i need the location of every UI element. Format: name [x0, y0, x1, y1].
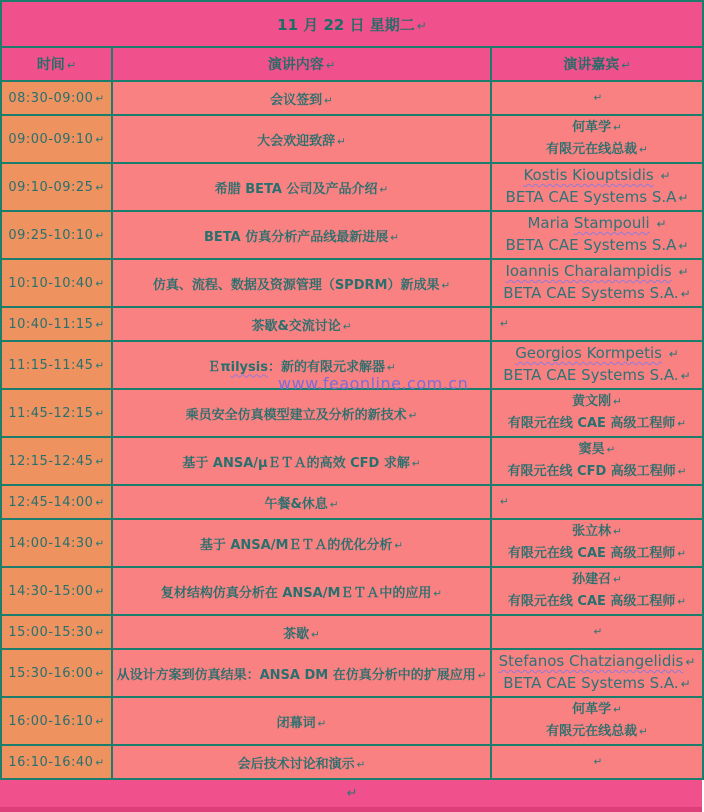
paragraph-mark: ↵ [477, 669, 487, 682]
paragraph-mark: ↵ [660, 169, 671, 183]
speaker-affiliation [495, 413, 699, 435]
session-title: 从设计方案到仿真结果：ANSA DM 在仿真分析中的扩展应用 [116, 667, 476, 683]
speaker-name-text: 孙建召 [572, 572, 612, 587]
guest-cell [491, 341, 703, 389]
content-cell [112, 649, 491, 697]
paragraph-mark: ↵ [379, 183, 389, 196]
content-cell [112, 163, 491, 211]
table-row [1, 81, 703, 115]
column-header-time: 时间 ↵ [1, 47, 112, 81]
time-cell [1, 519, 112, 567]
paragraph-mark: ↵ [95, 277, 105, 290]
guest-cell [491, 567, 703, 615]
paragraph-mark: ↵ [95, 359, 105, 372]
speaker-name [495, 213, 699, 235]
session-title: 闭幕词 [276, 715, 316, 731]
speaker-name [495, 165, 699, 187]
speaker-affiliation [495, 673, 699, 695]
speaker-affiliation [495, 187, 699, 209]
speaker-affiliation [495, 283, 699, 305]
column-header-guest: 演讲嘉宾 ↵ [491, 47, 703, 81]
table-row [1, 745, 703, 779]
time-range: 08:30-09:00 [8, 90, 94, 106]
time-range: 12:45-14:00 [8, 494, 94, 510]
paragraph-mark: ↵ [606, 444, 616, 456]
footer-strip [0, 807, 702, 812]
content-cell [112, 437, 491, 485]
speaker-affiliation [495, 543, 699, 565]
paragraph-mark: ↵ [677, 418, 687, 430]
speaker-name-text: Maria [527, 214, 574, 232]
guest-cell [491, 697, 703, 745]
time-range: 09:00-09:10 [8, 131, 94, 147]
content-cell [112, 389, 491, 437]
session-title: 基于 ANSA/MＥＴＡ的优化分析 [199, 537, 393, 553]
table-row [1, 211, 703, 259]
paragraph-mark: ↵ [656, 217, 667, 231]
paragraph-mark: ↵ [329, 498, 339, 511]
speaker-name [495, 699, 699, 721]
time-cell [1, 211, 112, 259]
speaker-name-text: Georgios Kormpetis [515, 344, 662, 362]
content-cell [112, 211, 491, 259]
speaker-affiliation-text: 有限元在线 CFD 高级工程师 [507, 464, 676, 479]
time-range: 10:40-11:15 [8, 316, 94, 332]
paragraph-mark: ↵ [685, 655, 696, 669]
time-range: 14:30-15:00 [8, 583, 94, 599]
paragraph-mark: ↵ [95, 626, 105, 639]
content-cell [112, 81, 491, 115]
table-row [1, 615, 703, 649]
time-cell [1, 615, 112, 649]
session-title: 大会欢迎致辞 [257, 133, 336, 149]
speaker-name-text [672, 262, 677, 280]
paragraph-mark: ↵ [95, 455, 105, 468]
guest-cell [491, 649, 703, 697]
paragraph-mark: ↵ [95, 667, 105, 680]
paragraph-mark: ↵ [346, 786, 358, 801]
time-range: 16:10-16:40 [8, 754, 94, 770]
content-cell [112, 615, 491, 649]
table-row [1, 341, 703, 389]
paragraph-mark: ↵ [677, 596, 687, 608]
session-title: 仿真、流程、数据及资源管理（SPDRM）新成果 [152, 277, 440, 293]
paragraph-mark: ↵ [680, 369, 691, 383]
time-range: 15:00-15:30 [8, 624, 94, 640]
guest-cell [491, 81, 703, 115]
paragraph-mark: ↵ [441, 279, 451, 292]
speaker-affiliation [495, 721, 699, 743]
time-range: 11:45-12:15 [8, 405, 94, 421]
speaker-affiliation-text: BETA CAE Systems S.A. [503, 284, 679, 302]
paragraph-mark: ↵ [95, 496, 105, 509]
paragraph-mark: ↵ [677, 548, 687, 560]
speaker-affiliation [495, 461, 699, 483]
paragraph-mark: ↵ [500, 496, 509, 508]
session-title: 希腊 BETA 公司及产品介绍 [214, 181, 378, 197]
table-row [1, 115, 703, 163]
paragraph-mark: ↵ [394, 539, 404, 552]
paragraph-mark: ↵ [66, 59, 77, 72]
time-range: 12:15-12:45 [8, 453, 94, 469]
speaker-affiliation-text: BETA CAE Systems S.A. [503, 366, 679, 384]
speaker-affiliation-text: 有限元在线总裁 [546, 142, 638, 157]
paragraph-mark: ↵ [613, 574, 622, 586]
speaker-affiliation-text: 有限元在线 CAE 高级工程师 [507, 416, 676, 431]
paragraph-mark: ↵ [325, 59, 336, 72]
time-cell [1, 567, 112, 615]
paragraph-mark: ↵ [386, 361, 396, 374]
session-title: ilysis [230, 359, 268, 375]
table-row [1, 307, 703, 341]
guest-cell [491, 389, 703, 437]
paragraph-mark: ↵ [677, 466, 687, 478]
speaker-affiliation [495, 235, 699, 257]
speaker-name-text: Stefanos Chatziangelidis [498, 652, 684, 670]
time-range: 10:10-10:40 [8, 275, 94, 291]
speaker-affiliation-text: BETA CAE Systems S.A [505, 236, 677, 254]
speaker-name-text: 张立林 [572, 524, 612, 539]
content-cell [112, 745, 491, 779]
time-cell [1, 697, 112, 745]
speaker-name-text: Kostis Kiouptsidis [523, 166, 654, 184]
speaker-name-text: 何革学 [572, 120, 612, 135]
paragraph-mark: ↵ [680, 287, 691, 301]
paragraph-mark: ↵ [337, 135, 346, 148]
speaker-affiliation-text: 有限元在线 CAE 高级工程师 [507, 546, 676, 561]
paragraph-mark: ↵ [678, 239, 689, 253]
speaker-name [495, 343, 699, 365]
paragraph-mark: ↵ [95, 92, 105, 105]
date-header-row [1, 1, 703, 47]
table-row [1, 697, 703, 745]
speaker-affiliation [495, 591, 699, 613]
time-cell [1, 437, 112, 485]
paragraph-mark: ↵ [613, 704, 622, 716]
time-cell [1, 307, 112, 341]
speaker-name [495, 261, 699, 283]
speaker-affiliation-text: BETA CAE Systems S.A [505, 188, 677, 206]
time-range: 09:25-10:10 [8, 227, 94, 243]
paragraph-mark: ↵ [593, 626, 603, 638]
content-cell [112, 697, 491, 745]
session-title: 茶歇&交流讨论 [251, 318, 341, 334]
paragraph-mark: ↵ [433, 587, 443, 600]
content-cell [112, 567, 491, 615]
guest-cell [491, 437, 703, 485]
paragraph-mark: ↵ [95, 537, 105, 550]
time-cell [1, 115, 112, 163]
content-cell [112, 519, 491, 567]
speaker-affiliation-text: BETA CAE Systems S.A. [503, 674, 679, 692]
speaker-name-text: 黄文刚 [572, 394, 612, 409]
time-range: 16:00-16:10 [8, 713, 94, 729]
paragraph-mark: ↵ [324, 94, 333, 107]
session-title: 乘员安全仿真模型建立及分析的新技术 [185, 407, 407, 423]
paragraph-mark: ↵ [639, 726, 648, 738]
speaker-name-text [650, 214, 655, 232]
paragraph-mark: ↵ [613, 122, 622, 134]
time-cell [1, 163, 112, 211]
time-cell [1, 259, 112, 307]
time-cell [1, 81, 112, 115]
paragraph-mark: ↵ [95, 407, 105, 420]
paragraph-mark: ↵ [613, 396, 622, 408]
session-title: 会后技术讨论和演示 [237, 756, 355, 772]
guest-cell [491, 615, 703, 649]
paragraph-mark: ↵ [95, 585, 105, 598]
session-title: 会议签到 [270, 92, 323, 108]
speaker-affiliation-text: 有限元在线 CAE 高级工程师 [507, 594, 676, 609]
paragraph-mark: ↵ [593, 92, 603, 104]
paragraph-mark: ↵ [390, 231, 399, 244]
paragraph-mark: ↵ [678, 191, 689, 205]
paragraph-mark: ↵ [317, 717, 327, 730]
guest-cell [491, 307, 703, 341]
time-cell [1, 485, 112, 519]
guest-cell [491, 485, 703, 519]
paragraph-mark: ↵ [95, 756, 105, 769]
column-header-content: 演讲内容 ↵ [112, 47, 491, 81]
paragraph-mark: ↵ [342, 320, 352, 333]
content-cell [112, 341, 491, 389]
table-row [1, 649, 703, 697]
watermark: www.feaonline.com.cn [278, 374, 469, 393]
table-row [1, 437, 703, 485]
speaker-name-text: Stampouli [573, 214, 650, 232]
paragraph-mark: ↵ [639, 144, 648, 156]
date-title: 11 月 22 日 星期二 ↵ [1, 1, 703, 47]
session-title: 基于 ANSA/μＥＴＡ的高效 CFD 求解 [182, 455, 410, 471]
content-cell [112, 485, 491, 519]
time-range: 09:10-09:25 [8, 179, 94, 195]
guest-cell [491, 115, 703, 163]
paragraph-mark: ↵ [613, 526, 622, 538]
table-row [1, 259, 703, 307]
time-cell [1, 389, 112, 437]
speaker-affiliation-text: 有限元在线总裁 [546, 724, 638, 739]
speaker-affiliation [495, 139, 699, 161]
paragraph-mark: ↵ [356, 758, 366, 771]
paragraph-mark: ↵ [680, 677, 691, 691]
paragraph-mark: ↵ [95, 181, 105, 194]
speaker-name [495, 521, 699, 543]
speaker-name-text: 窦昊 [578, 442, 605, 457]
content-cell [112, 259, 491, 307]
paragraph-mark: ↵ [593, 756, 603, 768]
speaker-name [495, 651, 699, 673]
paragraph-mark: ↵ [411, 457, 421, 470]
guest-cell [491, 211, 703, 259]
speaker-name [495, 569, 699, 591]
time-cell [1, 745, 112, 779]
speaker-name-text [654, 166, 659, 184]
paragraph-mark: ↵ [668, 347, 679, 361]
session-title: 复材结构仿真分析在 ANSA/MＥＴＡ中的应用 [160, 585, 432, 601]
speaker-affiliation [495, 365, 699, 387]
session-title: BETA 仿真分析产品线最新进展 [204, 229, 389, 245]
paragraph-mark: ↵ [678, 265, 689, 279]
column-header-row [1, 47, 703, 81]
session-title: 午餐&休息 [264, 496, 328, 512]
table-row [1, 485, 703, 519]
guest-cell [491, 519, 703, 567]
footer-band [0, 780, 702, 807]
paragraph-mark: ↵ [95, 715, 105, 728]
table-row [1, 163, 703, 211]
speaker-name [495, 117, 699, 139]
time-cell [1, 649, 112, 697]
paragraph-mark: ↵ [416, 18, 427, 33]
time-range: 11:15-11:45 [8, 357, 94, 373]
speaker-name-text: 何革学 [572, 702, 612, 717]
speaker-name-text: Ioannis Charalampidis [505, 262, 672, 280]
guest-cell [491, 259, 703, 307]
guest-cell [491, 745, 703, 779]
paragraph-mark: ↵ [95, 318, 105, 331]
time-cell [1, 341, 112, 389]
content-cell [112, 307, 491, 341]
session-title: 茶歇 [283, 626, 310, 642]
table-row [1, 567, 703, 615]
guest-cell [491, 163, 703, 211]
table-row [1, 519, 703, 567]
paragraph-mark: ↵ [95, 229, 105, 242]
paragraph-mark: ↵ [621, 59, 631, 72]
time-range: 14:00-14:30 [8, 535, 94, 551]
session-title: Ｅπ [207, 359, 231, 375]
content-cell [112, 115, 491, 163]
table-row [1, 389, 703, 437]
paragraph-mark: ↵ [311, 628, 320, 641]
session-title: ：新的有限元求解器 [267, 359, 385, 375]
time-range: 15:30-16:00 [8, 665, 94, 681]
speaker-name-text [662, 344, 667, 362]
paragraph-mark: ↵ [95, 133, 105, 146]
paragraph-mark: ↵ [500, 318, 509, 330]
speaker-name [495, 439, 699, 461]
speaker-name [495, 391, 699, 413]
paragraph-mark: ↵ [408, 409, 418, 422]
